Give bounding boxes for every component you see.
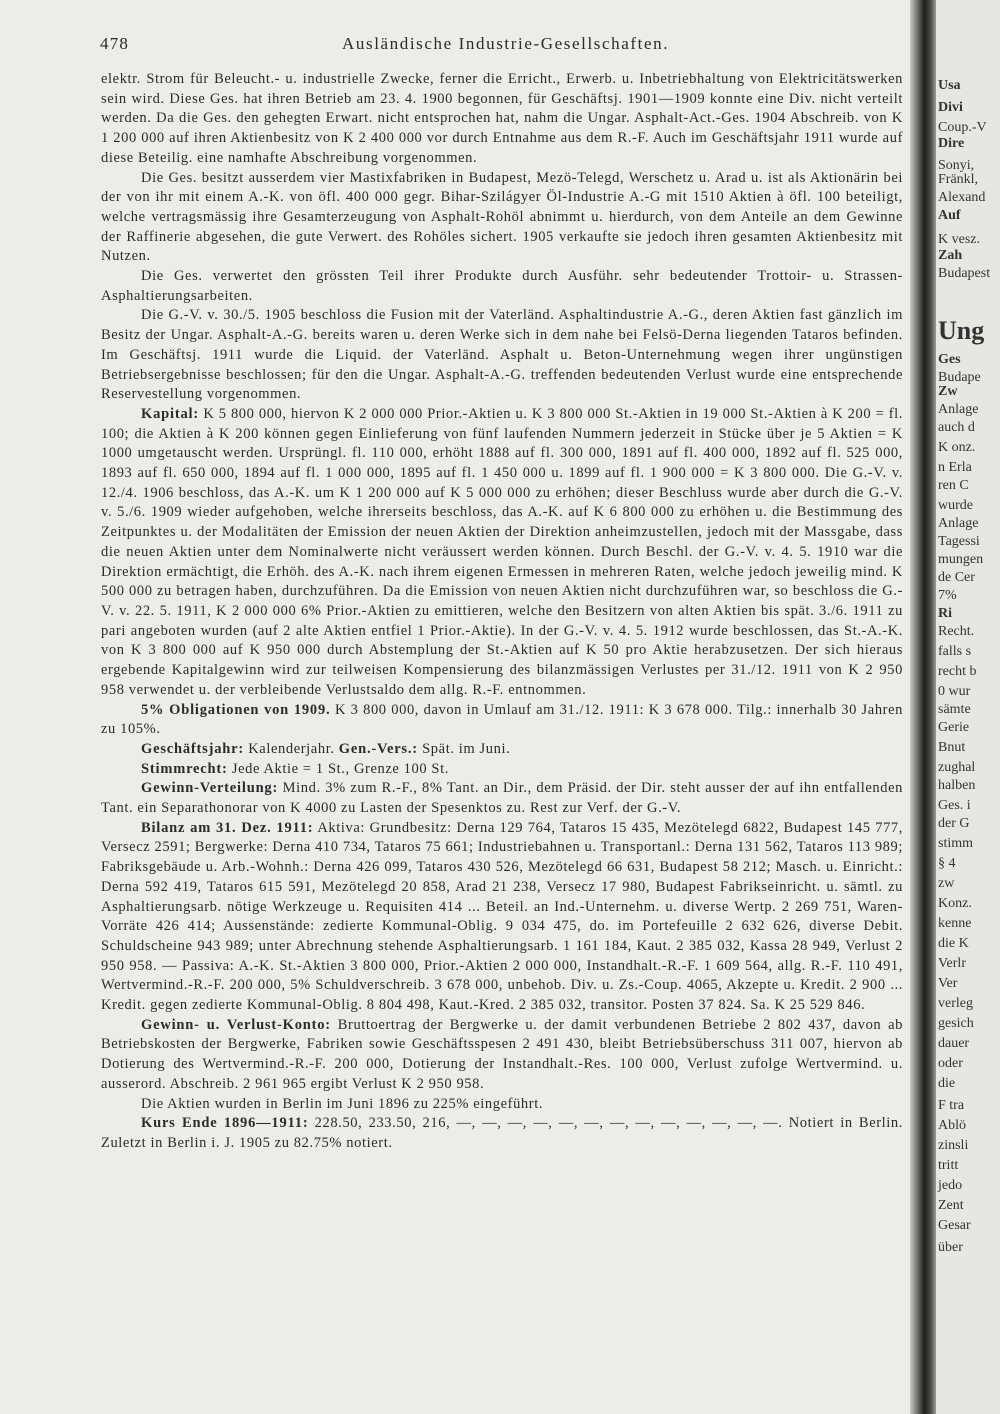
paragraph-text: elektr. Strom für Beleucht.- u. industrielle Zwecke, ferner die Erricht., Erwerb. u. Inbetriebhaltung von Elektricitätswerken sein wird. Diese Ges. hat ihren Betrieb am 23. 4. 1900 begonnen, für Geschäftsj. 1901—1909 konnte eine Div. nicht verteilt werden. Da die Ges. den gehegten Erwart. nicht entsprochen hat, nahm die Ungar. Asphalt-Act.-Ges. 1904 Abschreib. von K 1 200 000 auf ihren Aktienbesitz von K 2 400 000 vor durch Entnahme aus dem R.-F. Auch im Geschäftsjahr 1911 wurde auf diese Beteilig. eine namhafte Abschreibung vorgenommen. xyxy=(101,71,903,166)
facing-page-fragment: gesich xyxy=(938,1016,974,1031)
paragraph-text: Die Aktien wurden in Berlin im Juni 1896 zu 225% eingeführt. xyxy=(141,1095,544,1112)
facing-page-fragment: § 4 xyxy=(938,856,956,871)
facing-page-fragment: Ri xyxy=(938,606,952,621)
facing-page-fragment: F tra xyxy=(938,1098,965,1113)
facing-page-fragment: Budapest xyxy=(938,266,991,281)
facing-page-fragment: Coup.-V xyxy=(938,120,987,135)
paragraph xyxy=(101,1016,903,1095)
facing-page-fragment: halben xyxy=(938,778,976,793)
facing-page-fragment: Konz. xyxy=(938,896,972,911)
facing-page-fragment: tritt xyxy=(938,1158,959,1173)
facing-page-fragment: Divi xyxy=(938,100,963,115)
facing-page-fragment: Ung xyxy=(938,316,985,345)
paragraph xyxy=(101,405,903,701)
paragraph xyxy=(101,267,903,306)
paragraph-text: Die G.-V. v. 30./5. 1905 beschloss die Fusion mit der Vaterländ. Asphaltindustrie A.-G., deren Aktien fast gänzlich im Besitz der Ungar. Asphalt-A.-G. bereits waren u. deren Werke sich in dem nahe bei Felsö-Derna liegenden Tataros befinden. Im Geschäftsj. 1911 wurde die Liquid. der Vaterländ. Asphalt u. Beton-Unternehmung wegen ihrer ungünstigen Betriebsergebnisse beschlossen; für den die Ungar. Asphalt-A.-G. treffenden bedeutenden Verlust wurde eine entsprechende Reservestellung vorgenommen. xyxy=(101,307,903,403)
facing-page-fragment: recht b xyxy=(938,664,977,679)
facing-page-fragment: der G xyxy=(938,816,970,831)
section-label: 5% Obligationen von 1909. xyxy=(141,701,331,718)
paragraph xyxy=(101,169,903,268)
paragraph xyxy=(101,306,903,405)
facing-page-fragment: Verlr xyxy=(938,956,966,971)
facing-page-fragment: n Erla xyxy=(938,460,972,475)
facing-page-fragment: ren C xyxy=(938,478,969,493)
facing-page-fragment: Zent xyxy=(938,1198,964,1213)
facing-page-fragment: falls s xyxy=(938,644,972,659)
facing-page-fragment: oder xyxy=(938,1056,963,1071)
paragraph-text: Bruttoertrag der Bergwerke u. der damit verbundenen Betriebe 2 802 437, davon ab Betriebskosten der Bergwerke, Fabriken sowie Geschäftsspesen 2 491 430, bleibt Betriebsüberschuss 311 007, hiervon ab Dotierung des Wertvermind.-R.-F. 200 000, Dotierung der Instandhalt.-Res. 100 000, Verlust zufolge Wertvermind. u. ausserord. Abschreib. 2 961 965 ergibt Verlust K 2 950 958. xyxy=(101,1016,903,1092)
facing-page-fragment: 0 wur xyxy=(938,684,971,699)
paragraph-text: Kalenderjahr. xyxy=(244,740,339,757)
facing-page-fragment: zughal xyxy=(938,760,976,775)
facing-page-fragment: Gerie xyxy=(938,720,970,735)
body-text xyxy=(101,70,903,1154)
facing-page-fragment: Ablö xyxy=(938,1118,966,1133)
paragraph-text: Mind. 3% zum R.-F., 8% Tant. an Dir., dem Präsid. der Dir. steht ausser der auf ihn entfallenden Tant. ein Separathonorar von K 4000 zu Lasten der Spesenktos zu. Rest zur Verf. der G.-V. xyxy=(101,780,903,817)
facing-page-fragment: jedo xyxy=(938,1178,963,1193)
paragraph xyxy=(101,701,903,740)
facing-page-fragment: Gesar xyxy=(938,1218,971,1233)
facing-page-fragment: de Cer xyxy=(938,570,975,585)
paragraph-text: Die Ges. besitzt ausserdem vier Mastixfabriken in Budapest, Mezö-Telegd, Werschetz u. Arad u. ist als Aktionärin bei der von ihr mit einem A.-K. von öfl. 400 000 gegr. Bihar-Szilágyer Öl-Industrie A.-G mit 1510 Aktien à öfl. 100 beteiligt, welche vertragsmässig ihre Gesamterzeugung von Asphalt-Rohöl abnimmt u. hierdurch, von dem Anteile an dem Gewinne der Raffinerie abgesehen, die gute Verwert. des Rohöles sichert. 1905 verkaufte sie jedoch ihren gesamten Aktienbesitz mit Nutzen. xyxy=(101,169,903,265)
facing-page-fragment: Ges. i xyxy=(938,798,971,813)
facing-page-fragment: über xyxy=(938,1240,963,1255)
facing-page-fragment: Tagessi xyxy=(938,534,980,549)
paragraph-text: K 5 800 000, hiervon K 2 000 000 Prior.-Aktien u. K 3 800 000 St.-Aktien in 19 000 St.-Aktien à K 200 = fl. 100; die Aktien à K 200 können gegen Einlieferung von fünf laufenden Nummern jederzeit in Stücke über je 5 Aktien = K 1000 umgetauscht werden. Ursprüngl. fl. 110 000, erhöht 1888 auf fl. 300 000, 1891 auf fl. 400 000, 1892 auf fl. 525 000, 1893 auf fl. 650 000, 1894 auf fl. 1 000 000, 1895 auf fl. 1 450 000 u. 1899 auf fl. 1 900 000 = K 3 800 000. Die G.-V. v. 12./4. 1906 beschloss, das A.-K. um K 1 200 000 auf K 5 000 000 zu erhöhen; dieser Beschluss wurde aber durch die G.-V. v. 5./6. 1909 wieder aufgehoben, welche ihrerseits beschloss, das A.-K. auf K 6 800 000 zu erhöhen u. die Bestimmung des Zeitpunktes u. der Modalitäten der Emission der neuen Aktien der Direktion anheimzustellen, jedoch mit der Massgabe, dass die neuen Aktien unter dem Nominalwerte nicht veräussert werden können. Durch Beschl. der G.-V. v. 4. 5. 1910 war die Direktion ermächtigt, die Erhöh. des A.-K. nach ihrem eigenen Ermessen in mehreren Raten, welche jedoch jeweilig mind. K 500 000 zu betragen haben, durchzuführen. Da die Emission von neuen Aktien nicht durchzuführen war, so beschloss die G.-V. v. 22. 5. 1911, K 2 000 000 6% Prior.-Aktien zu emittieren, welche den Besitzern von alten Aktien bis spät. 3./6. 1911 zu pari angeboten wurden (auf 2 alte Aktien entfiel 1 Prior.-Aktie). In der G.-V. v. 4. 5. 1912 wurde beschlossen, das St.-A.-K. von K 3 800 000 auf K 950 000 durch Abstemplung der St.-Aktien auf K 50 pro Aktie herabzusetzen. Der sich hieraus ergebende Kapitalgewinn wird zur teilweisen Kompensierung des bilanzmässigen Verlustes per 31./12. 1911 von K 2 950 958 verwendet u. der verbleibende Verlustsaldo dem allg. R.-F. entnommen. xyxy=(101,405,903,698)
facing-page-fragment: die xyxy=(938,1076,956,1091)
section-label: Kurs Ende 1896—1911: xyxy=(141,1115,309,1132)
section-label: Gen.-Vers.: xyxy=(338,740,418,757)
facing-page-fragment: zinsli xyxy=(938,1138,969,1153)
paragraph-text: Aktiva: Grundbesitz: Derna 129 764, Tataros 15 435, Mezötelegd 6822, Budapest 145 777, Versecz 2591; Bergwerke: Derna 410 734, Tataros 75 661; Industriebahnen u. Transportanl.: Derna 131 562, Tataros 113 989; Fabriksgebäude u. Arb.-Wohnh.: Derna 426 099, Tataros 430 526, Mezötelegd 66 631, Budapest 58 212; Masch. u. Einricht.: Derna 592 419, Tataros 615 591, Mezötelegd 20 858, Arad 21 238, Versecz 17 980, Budapest Fabrikseinricht. u. sämtl. zu Asphaltierungsarb. nötige Werkzeuge u. Requisiten 414 ... Beteil. an Ind.-Unternehm. u. diverse Wertp. 2 269 751, Waren-Vorräte 426 414; Aussenstände: zedierte Kommunal-Oblig. 9 034 475, do. im Portefeuille 2 632 626, diverse Debit. Schuldscheine 943 989; unter Abrechnung stehende Asphaltierungsarb. 1 161 184, Kaut. 2 385 032, Kassa 28 949, Verlust 2 950 958. — Passiva: A.-K. St.-Aktien 3 800 000, Prior.-Aktien 2 000 000, Instandhalt.-R.-F. 1 609 564, allg. R.-F. 110 491, Wertvermind.-R.-F. 200 000, 5% Schuldverschreib. 3 678 000, unbehob. Div. u. Zs.-Coup. 4065, Akzepte u. Kredit. 2 900 ... Kredit. gegen zedierte Kommunal-Oblig. 8 804 498, Kaut.-Kred. 2 385 032, transitor. Posten 37 824. Sa. K 25 529 846. xyxy=(101,819,903,1014)
running-title: Ausländische Industrie-Gesellschaften. xyxy=(342,34,670,53)
facing-page-fragment: verleg xyxy=(938,996,973,1011)
paragraph xyxy=(101,1095,903,1115)
facing-page-fragment: K vesz. xyxy=(938,232,980,247)
paragraph-text: Jede Aktie = 1 St., Grenze 100 St. xyxy=(227,760,449,777)
facing-page-fragment: die K xyxy=(938,936,969,951)
facing-page-fragment: auch d xyxy=(938,420,975,435)
facing-page-fragment: Zw xyxy=(938,384,958,399)
paragraph xyxy=(101,779,903,818)
section-label: Gewinn-Verteilung: xyxy=(141,780,279,797)
facing-page-fragment: Usa xyxy=(938,78,961,93)
paragraph xyxy=(101,819,903,1016)
section-label: Stimmrecht: xyxy=(141,760,228,777)
facing-page-fragment: Auf xyxy=(938,208,961,223)
facing-page-fragment: kenne xyxy=(938,916,972,931)
paragraph xyxy=(101,740,903,760)
facing-page-fragment: dauer xyxy=(938,1036,970,1051)
facing-page-fragment: mungen xyxy=(938,552,984,567)
paragraph-text: Die Ges. verwertet den grössten Teil ihrer Produkte durch Ausführ. sehr bedeutender Trottoir- u. Strassen-Asphaltierungsarbeiten. xyxy=(101,268,903,304)
paragraph-text: Spät. im Juni. xyxy=(417,740,511,757)
section-label: Bilanz am 31. Dez. 1911: xyxy=(141,819,314,836)
facing-page-fragment: Ges xyxy=(938,352,961,367)
section-label: Gewinn- u. Verlust-Konto: xyxy=(141,1016,331,1033)
facing-page-fragment: K onz. xyxy=(938,440,976,455)
facing-page-fragment: Budape xyxy=(938,370,981,385)
facing-page-fragment: Fränkl, xyxy=(938,172,979,187)
facing-page-fragment: Anlage xyxy=(938,402,979,417)
paragraph xyxy=(101,1114,903,1153)
section-label: Kapital: xyxy=(141,405,199,422)
paragraph-text: K 3 800 000, davon in Umlauf am 31./12. 1911: K 3 678 000. Tilg.: innerhalb 30 Jahren zu 105%. xyxy=(101,701,903,738)
facing-page-fragment: wurde xyxy=(938,498,973,513)
facing-page-fragment: Recht. xyxy=(938,624,975,639)
paragraph xyxy=(101,70,903,169)
paragraph-text: 228.50, 233.50, 216, —, —, —, —, —, —, —, —, —, —, —, —, —. Notiert in Berlin. Zuletzt in Berlin i. J. 1905 zu 82.75% notiert. xyxy=(101,1115,904,1151)
facing-page-fragment: sämte xyxy=(938,702,971,717)
facing-page-fragment: Dire xyxy=(938,136,965,151)
facing-page-fragment: Anlage xyxy=(938,516,979,531)
facing-page-fragment: stimm xyxy=(938,836,974,851)
facing-page-fragment: Zah xyxy=(938,248,963,263)
adjacent-page-edge xyxy=(936,0,1000,1414)
facing-page-fragment: Ver xyxy=(938,976,958,991)
section-label: Geschäftsjahr: xyxy=(141,740,245,757)
facing-page-fragment: Alexand xyxy=(938,190,986,205)
paragraph xyxy=(101,760,903,780)
facing-page-fragment: Bnut xyxy=(938,740,966,755)
page-number: 478 xyxy=(100,34,130,53)
facing-page-fragment: Sonyi, xyxy=(938,158,975,173)
facing-page-fragment: zw xyxy=(938,876,955,891)
facing-page-fragment: 7% xyxy=(938,588,957,603)
book-gutter xyxy=(910,0,936,1414)
